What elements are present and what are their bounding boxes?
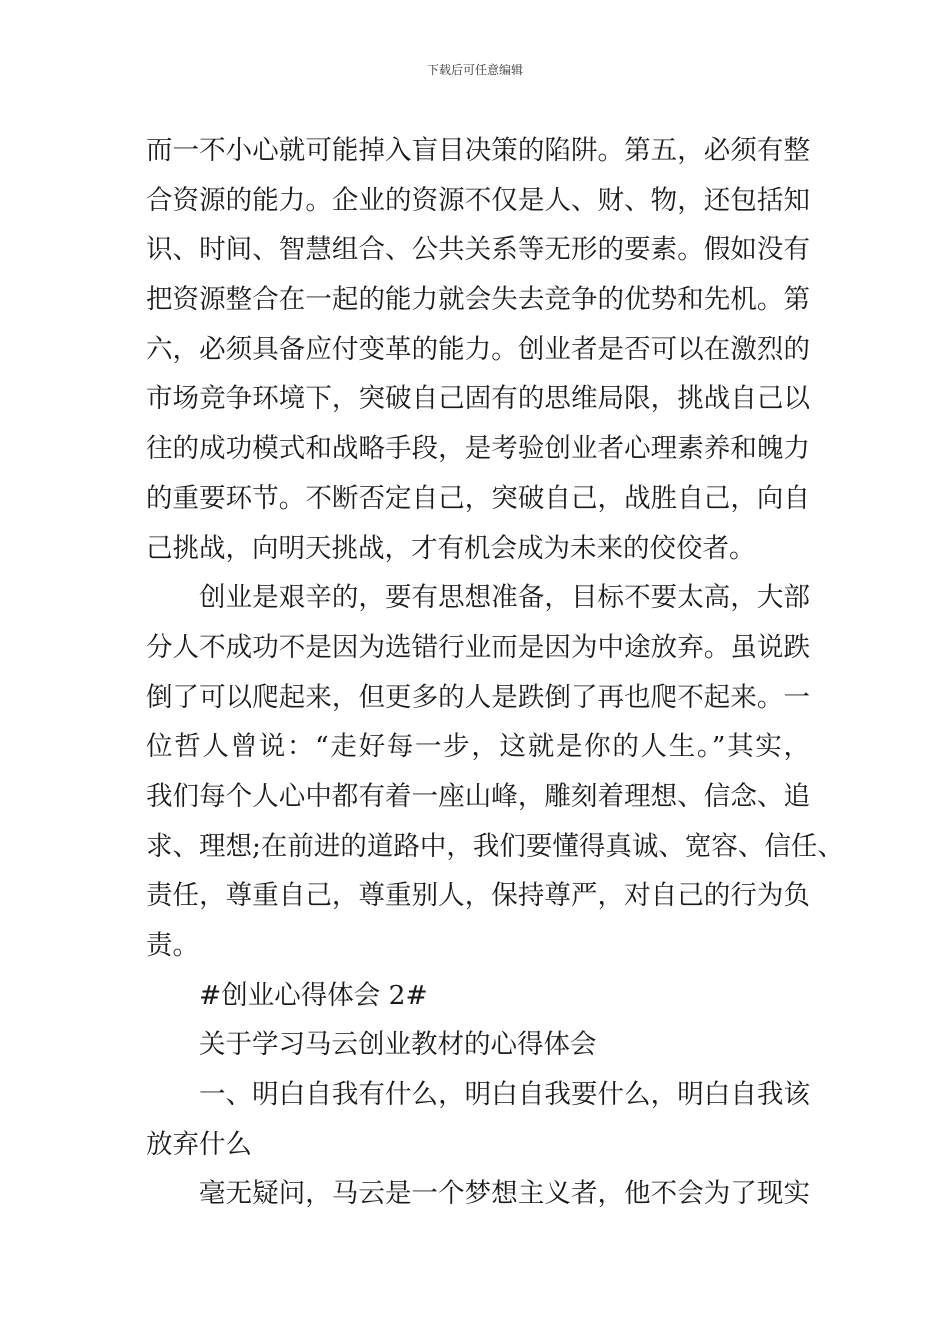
article-title: 关于学习马云创业教材的心得体会 <box>199 1029 597 1061</box>
subheading-line: 一、明白自我有什么，明白自我要什么，明白自我该 <box>199 1079 810 1111</box>
text-line: 责任，尊重自己，尊重别人，保持尊严，对自己的行为负 <box>146 880 810 912</box>
text-line: 倒了可以爬起来，但更多的人是跌倒了再也爬不起来。一 <box>146 681 810 713</box>
text-line: 往的成功模式和战略手段，是考验创业者心理素养和魄力 <box>146 433 810 465</box>
section-heading: #创业心得体会 2# <box>199 979 428 1011</box>
text-line: 而一不小心就可能掉入盲目决策的陷阱。第五，必须有整 <box>146 135 810 166</box>
text-line: 识、时间、智慧组合、公共关系等无形的要素。假如没有 <box>146 234 810 266</box>
text-line: 市场竞争环境下，突破自己固有的思维局限，挑战自己以 <box>146 383 810 415</box>
text-line: 合资源的能力。企业的资源不仅是人、财、物，还包括知 <box>146 184 810 216</box>
text-line: 分人不成功不是因为选错行业而是因为中途放弃。虽说跌 <box>146 631 810 663</box>
text-line: 求、理想;在前进的道路中，我们要懂得真诚、宽容、信任、 <box>146 830 844 862</box>
text-line: 我们每个人心中都有着一座山峰，雕刻着理想、信念、追 <box>146 780 810 812</box>
text-line: 六，必须具备应付变革的能力。创业者是否可以在激烈的 <box>146 333 810 365</box>
page-header-note: 下载后可任意编辑 <box>426 63 523 77</box>
text-line: 责。 <box>146 930 199 961</box>
paragraph-start-line: 创业是艰辛的，要有思想准备，目标不要太高，大部 <box>199 582 810 614</box>
text-line: 的重要环节。不断否定自己，突破自己，战胜自己，向自 <box>146 482 810 514</box>
document-body <box>146 126 844 1219</box>
text-line: 位哲人曾说：“走好每一步，这就是你的人生。”其实， <box>146 731 810 763</box>
paragraph-start-line: 毫无疑问，马云是一个梦想主义者，他不会为了现实 <box>199 1178 810 1210</box>
text-line: 把资源整合在一起的能力就会失去竞争的优势和先机。第 <box>146 284 810 316</box>
text-line: 己挑战，向明天挑战，才有机会成为未来的佼佼者。 <box>146 532 756 564</box>
subheading-line: 放弃什么 <box>146 1128 252 1160</box>
